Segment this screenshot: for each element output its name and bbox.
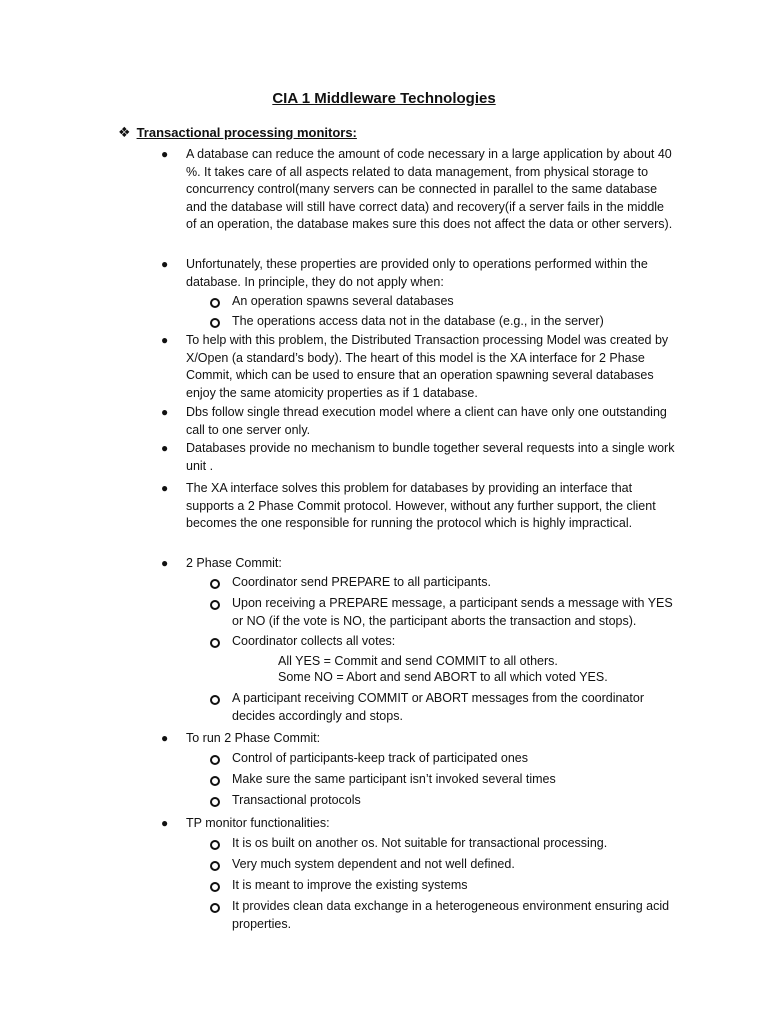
document-title: CIA 1 Middleware Technologies [272,90,496,107]
sub-list-item [232,792,676,810]
sub-list-item-text: An operation spawns several databases [232,294,454,308]
bullet-icon: ● [161,333,169,347]
sub-list-item-text: Upon receiving a PREPARE message, a participant sends a message with YES or NO (if the vote is NO, the participant aborts the transaction and stops). [232,596,673,628]
list-item-text: 2 Phase Commit: [186,556,282,570]
circle-bullet-icon [210,318,220,328]
circle-bullet-icon [210,755,220,765]
bullet-icon: ● [161,405,169,419]
sub-list-item [232,574,676,592]
sub-list-item [232,856,676,874]
list-item [161,555,676,573]
bullet-icon: ● [161,441,169,455]
list-item [161,146,676,234]
sub-list-item-text: Control of participants-keep track of participated ones [232,751,528,765]
sub-list-item [232,877,676,895]
bullet-icon: ● [161,731,169,745]
list-item-text: TP monitor functionalities: [186,816,330,830]
sub-list-item [232,750,676,768]
circle-bullet-icon [210,298,220,308]
sub-list-item [232,898,676,933]
list-item-text: To run 2 Phase Commit: [186,731,321,745]
list-item [161,404,676,439]
bullet-icon: ● [161,481,169,495]
bullet-icon: ● [161,147,169,161]
sub-list-item-text: Coordinator send PREPARE to all participants. [232,575,491,589]
list-item [161,332,676,402]
circle-bullet-icon [210,579,220,589]
vote-rule-text: Some NO = Abort and send ABORT to all which voted YES. [278,670,608,684]
circle-bullet-icon [210,695,220,705]
sub-list-item-text: It provides clean data exchange in a heterogeneous environment ensuring acid properties. [232,899,670,931]
sub-list-item-text: Very much system dependent and not well defined. [232,857,515,871]
list-item-text: The XA interface solves this problem for databases by providing an interface that supports a 2 Phase Commit protocol. However, without any further support, the client becomes the one responsible for running the protocol which is highly impractical. [186,481,656,531]
bullet-icon: ● [161,816,169,830]
sub-list-item [232,595,676,630]
section-heading [118,124,357,141]
circle-bullet-icon [210,797,220,807]
sub-list-item [232,633,676,651]
circle-bullet-icon [210,861,220,871]
circle-bullet-icon [210,638,220,648]
sub-list-item [232,293,676,311]
section-heading-text: Transactional processing monitors: [136,125,357,140]
circle-bullet-icon [210,882,220,892]
sub-list-item [232,835,676,853]
diamond-bullet-icon: ❖ [118,124,131,140]
sub-list-item-text: Coordinator collects all votes: [232,634,396,648]
vote-rule-line [278,653,676,671]
list-item [161,256,676,291]
list-item-text: Databases provide no mechanism to bundle together several requests into a single work unit . [186,441,675,473]
circle-bullet-icon [210,840,220,850]
bullet-icon: ● [161,257,169,271]
list-item-text: To help with this problem, the Distributed Transaction processing Model was created by X/Open (a standard’s body). The heart of this model is the XA interface for 2 Phase Commit, which can be used to ensure that an operation spawning several databases enjoy the same atomicity properties as if 1 database. [186,333,669,400]
bullet-icon: ● [161,556,169,570]
list-item [161,440,676,475]
list-item-text: A database can reduce the amount of code necessary in a large application by about 40 %. It takes care of all aspects related to data management, from physical storage to concurrency control(many servers can be connected in parallel to the same database and the database will still have correct data) and recovery(if a server fails in the middle of an operation, the database makes sure this does not affect the data or other servers). [186,147,673,232]
list-item-text: Dbs follow single thread execution model where a client can have only one outstanding call to one server only. [186,405,667,437]
vote-rule-text: All YES = Commit and send COMMIT to all others. [278,654,558,668]
list-item-text: Unfortunately, these properties are provided only to operations performed within the database. In principle, they do not apply when: [186,257,648,289]
sub-list-item-text: A participant receiving COMMIT or ABORT messages from the coordinator decides accordingly and stops. [232,691,644,723]
vote-rule-line [278,669,676,687]
circle-bullet-icon [210,903,220,913]
list-item [161,815,676,833]
sub-list-item-text: Transactional protocols [232,793,361,807]
sub-list-item [232,771,676,789]
circle-bullet-icon [210,600,220,610]
circle-bullet-icon [210,776,220,786]
sub-list-item-text: The operations access data not in the database (e.g., in the server) [232,314,604,328]
list-item [161,730,676,748]
sub-list-item-text: It is meant to improve the existing systems [232,878,468,892]
sub-list-item-text: It is os built on another os. Not suitable for transactional processing. [232,836,608,850]
sub-list-item-text: Make sure the same participant isn’t invoked several times [232,772,556,786]
sub-list-item [232,313,676,331]
list-item [161,480,676,533]
sub-list-item [232,690,676,725]
